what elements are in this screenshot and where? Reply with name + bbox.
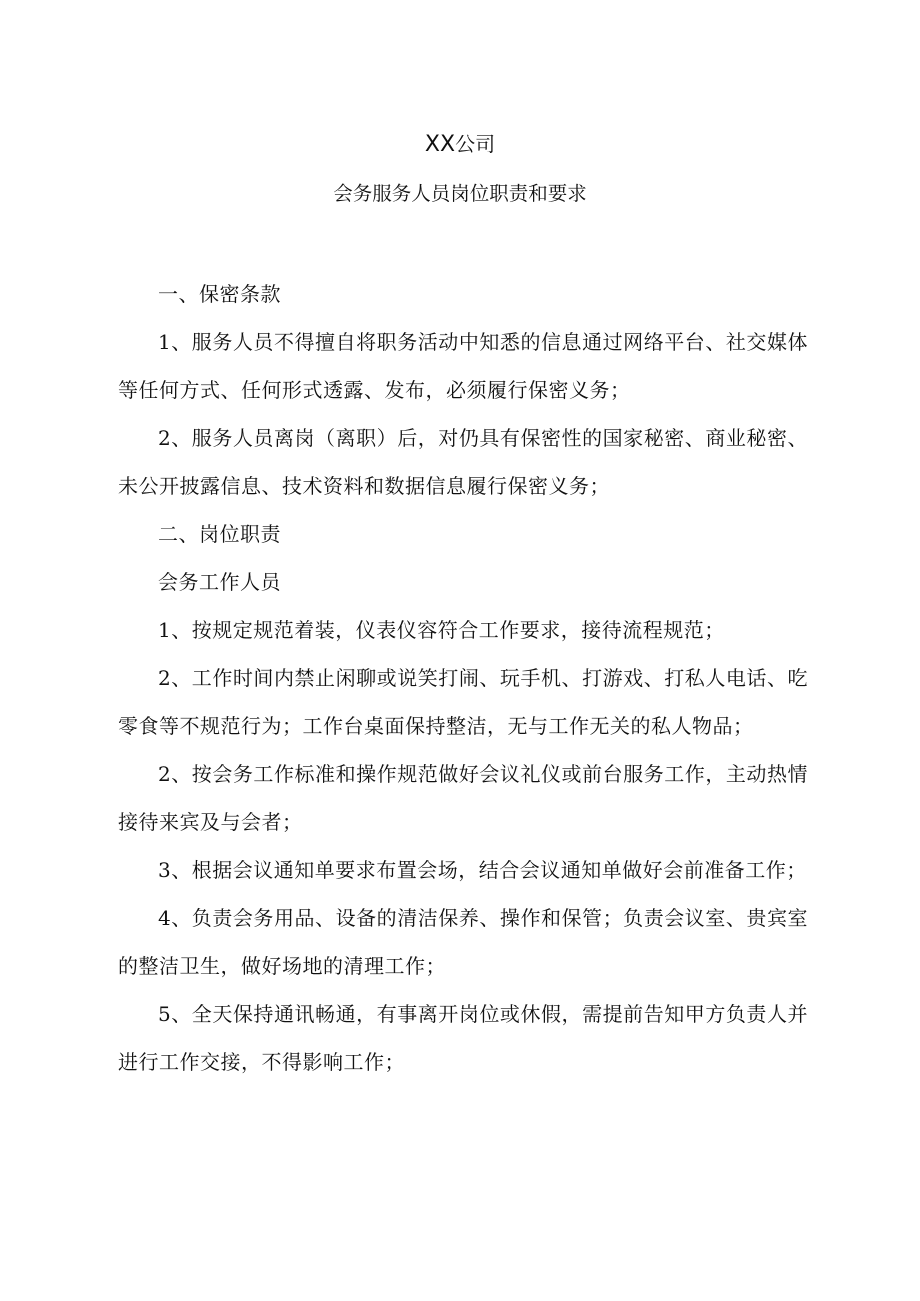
duty-item-4: 3、根据会议通知单要求布置会场，结合会议通知单做好会前准备工作； xyxy=(158,858,807,882)
document-body xyxy=(118,270,808,1086)
duty-item-1: 1、按规定规范着装，仪表仪容符合工作要求，接待流程规范； xyxy=(158,618,725,642)
company-name xyxy=(0,128,920,161)
section-heading-confidentiality: 一、保密条款 xyxy=(158,282,281,306)
duty-item-5: 4、负责会务用品、设备的清洁保养、操作和保管；负责会议室、贵宾室的整洁卫生，做好场地的清理工作； xyxy=(118,906,808,978)
company-suffix: 公司 xyxy=(455,132,496,156)
document-title: 会务服务人员岗位职责和要求 xyxy=(333,182,587,205)
duty-item-3: 2、按会务工作标准和操作规范做好会议礼仪或前台服务工作，主动热情接待来宾及与会者； xyxy=(118,762,808,834)
company-prefix: XX xyxy=(424,132,456,157)
duties-subheading: 会务工作人员 xyxy=(158,570,281,594)
duty-item-2: 2、工作时间内禁止闲聊或说笑打闹、玩手机、打游戏、打私人电话、吃零食等不规范行为；工作台桌面保持整洁，无与工作无关的私人物品； xyxy=(118,666,808,738)
duty-item-6: 5、全天保持通讯畅通，有事离开岗位或休假，需提前告知甲方负责人并进行工作交接，不得影响工作； xyxy=(118,1002,808,1074)
section-heading-duties: 二、岗位职责 xyxy=(158,522,281,546)
confidentiality-item-1: 1、服务人员不得擅自将职务活动中知悉的信息通过网络平台、社交媒体等任何方式、任何形式透露、发布，必须履行保密义务； xyxy=(118,330,808,402)
confidentiality-item-2: 2、服务人员离岗（离职）后，对仍具有保密性的国家秘密、商业秘密、未公开披露信息、技术资料和数据信息履行保密义务； xyxy=(118,426,808,498)
